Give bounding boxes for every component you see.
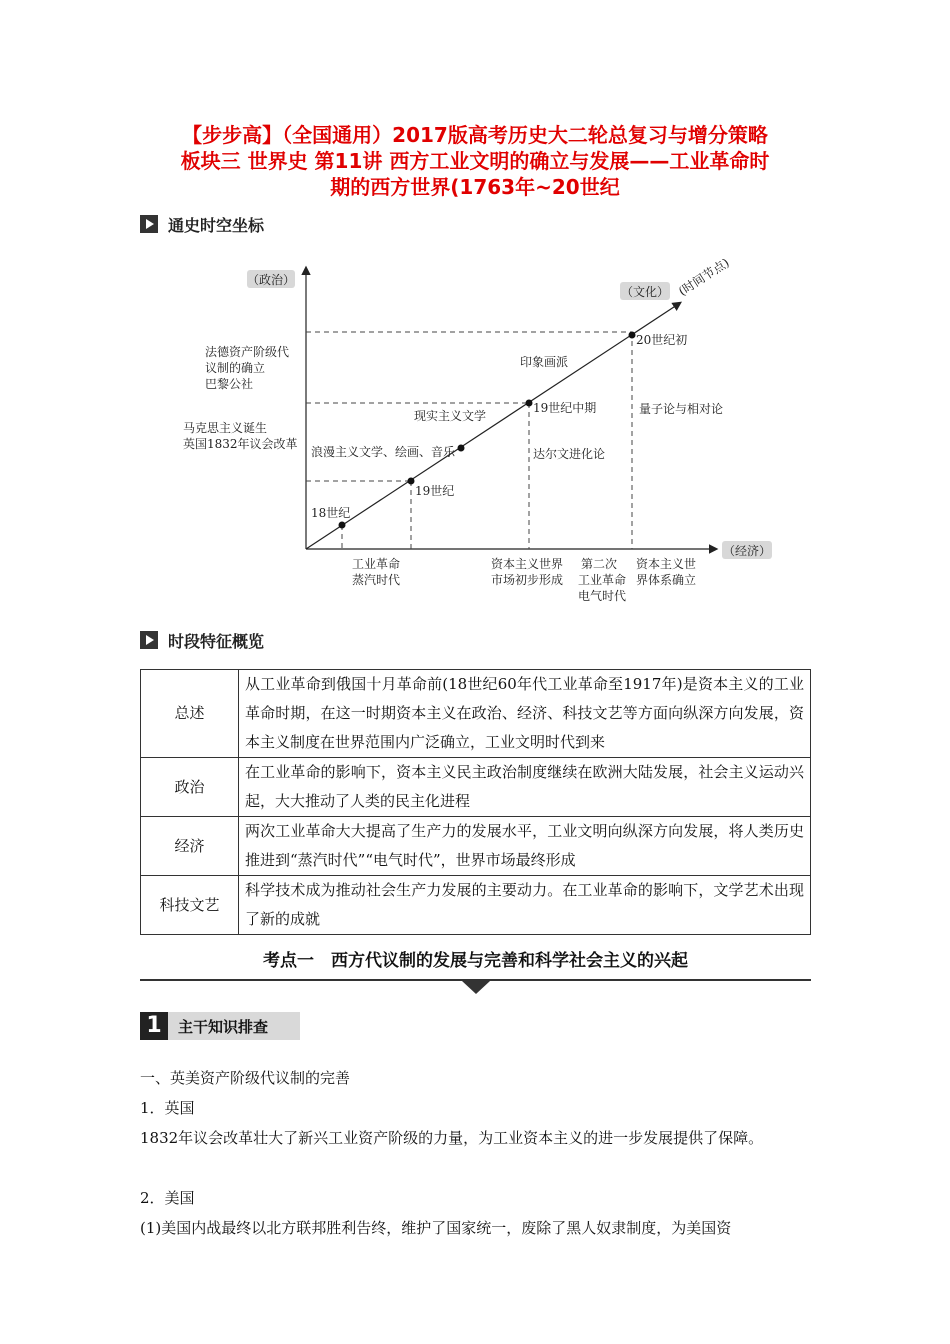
table-value: 从工业革命到俄国十月革命前(18世纪60年代工业革命至1917年)是资本主义的工业革命时期，在这一时期资本主义在政治、经济、科技文艺等方面向纵深方向发展，资本主义制度在世界范围内广泛确立，工业文明时代到来 (239, 670, 811, 758)
bottom-label: 工业革命 (352, 557, 401, 571)
bottom-label: 界体系确立 (636, 573, 697, 587)
svg-text:（文化）: （文化） (620, 285, 670, 299)
badge-label: 主干知识排查 (178, 1017, 269, 1036)
svg-text:（政治）: （政治） (246, 273, 296, 287)
bottom-label: 资本主义世 (636, 557, 697, 571)
time-point (526, 400, 533, 407)
bottom-label: 第二次 (581, 557, 618, 571)
down-triangle-icon (462, 981, 490, 994)
document-title: 【步步高】（全国通用）2017版高考历史大二轮总复习与增分策略 板块三 世界史 第11讲 西方工业文明的确立与发展——工业革命时 期的西方世界(1763年~20世纪 (180, 123, 770, 199)
svg-text:（经济）: （经济） (722, 544, 772, 558)
culture-label: 浪漫主义文学、绘画、音乐 (311, 445, 456, 459)
time-point (629, 332, 636, 339)
table-value: 科学技术成为推动社会生产力发展的主要动力。在工业革命的影响下，文学艺术出现了新的成就 (239, 876, 811, 935)
table-row (141, 670, 811, 758)
table-key: 科技文艺 (141, 876, 239, 935)
bottom-label: 电气时代 (578, 589, 627, 603)
kaodian-title: 考点一 西方代议制的发展与完善和科学社会主义的兴起 (263, 951, 688, 971)
section-heading-overview: 时段特征概览 (140, 628, 264, 652)
triangle-bullet-icon (140, 631, 158, 649)
table-key: 经济 (141, 817, 239, 876)
left-label-1-line1: 法德资产阶级代 (205, 345, 290, 359)
bottom-label: 蒸汽时代 (352, 573, 401, 587)
section-heading-timeline: 通史时空坐标 (140, 212, 264, 236)
culture-label: 现实主义文学 (414, 409, 487, 423)
time-point (458, 445, 465, 452)
culture-label: 印象画派 (520, 355, 569, 369)
axis-label-politics (247, 270, 295, 288)
table-row (141, 876, 811, 935)
body-subheading: 2．美国 (140, 1189, 195, 1207)
table-row (141, 758, 811, 817)
table-key: 总述 (141, 670, 239, 758)
bottom-label: 市场初步形成 (491, 573, 564, 587)
timeline-diagram (0, 0, 950, 640)
badge-number: 1 (140, 1012, 168, 1040)
left-label-1-line3: 巴黎公社 (205, 377, 254, 391)
left-label-2-line1: 马克思主义诞生 (183, 421, 268, 435)
point-label: 20世纪初 (636, 333, 688, 347)
time-line (306, 303, 680, 549)
table-value: 在工业革命的影响下，资本主义民主政治制度继续在欧洲大陆发展，社会主义运动兴起，大大推动了人类的民主化进程 (239, 758, 811, 817)
axis-label-culture (620, 282, 670, 300)
bottom-label: 工业革命 (578, 573, 627, 587)
table-row (141, 817, 811, 876)
overview-table (140, 669, 811, 935)
point-label: 18世纪 (311, 506, 351, 520)
bottom-label: 资本主义世界 (491, 557, 564, 571)
body-heading: 一、英美资产阶级代议制的完善 (140, 1069, 351, 1087)
point-label: 19世纪中期 (533, 401, 597, 415)
table-key: 政治 (141, 758, 239, 817)
table-value: 两次工业革命大大提高了生产力的发展水平，工业文明向纵深方向发展，将人类历史推进到“蒸汽时代”“电气时代”，世界市场最终形成 (239, 817, 811, 876)
right-label: 达尔文进化论 (533, 447, 606, 461)
time-point (339, 522, 346, 529)
body-paragraph: (1)美国内战最终以北方联邦胜利告终，维护了国家统一，废除了黑人奴隶制度，为美国资 (140, 1219, 732, 1237)
axis-label-time: (时间节点) (676, 255, 732, 299)
left-label-1-line2: 议制的确立 (205, 361, 266, 375)
body-subheading: 1．英国 (140, 1099, 195, 1117)
right-label: 量子论与相对论 (639, 402, 724, 416)
section-badge (140, 1012, 300, 1040)
point-label: 19世纪 (415, 484, 455, 498)
axis-label-economy (722, 541, 772, 559)
time-point (408, 478, 415, 485)
left-label-2-line2: 英国1832年议会改革 (183, 437, 298, 451)
body-paragraph: 1832年议会改革壮大了新兴工业资产阶级的力量，为工业资本主义的进一步发展提供了保障。 (140, 1129, 764, 1147)
